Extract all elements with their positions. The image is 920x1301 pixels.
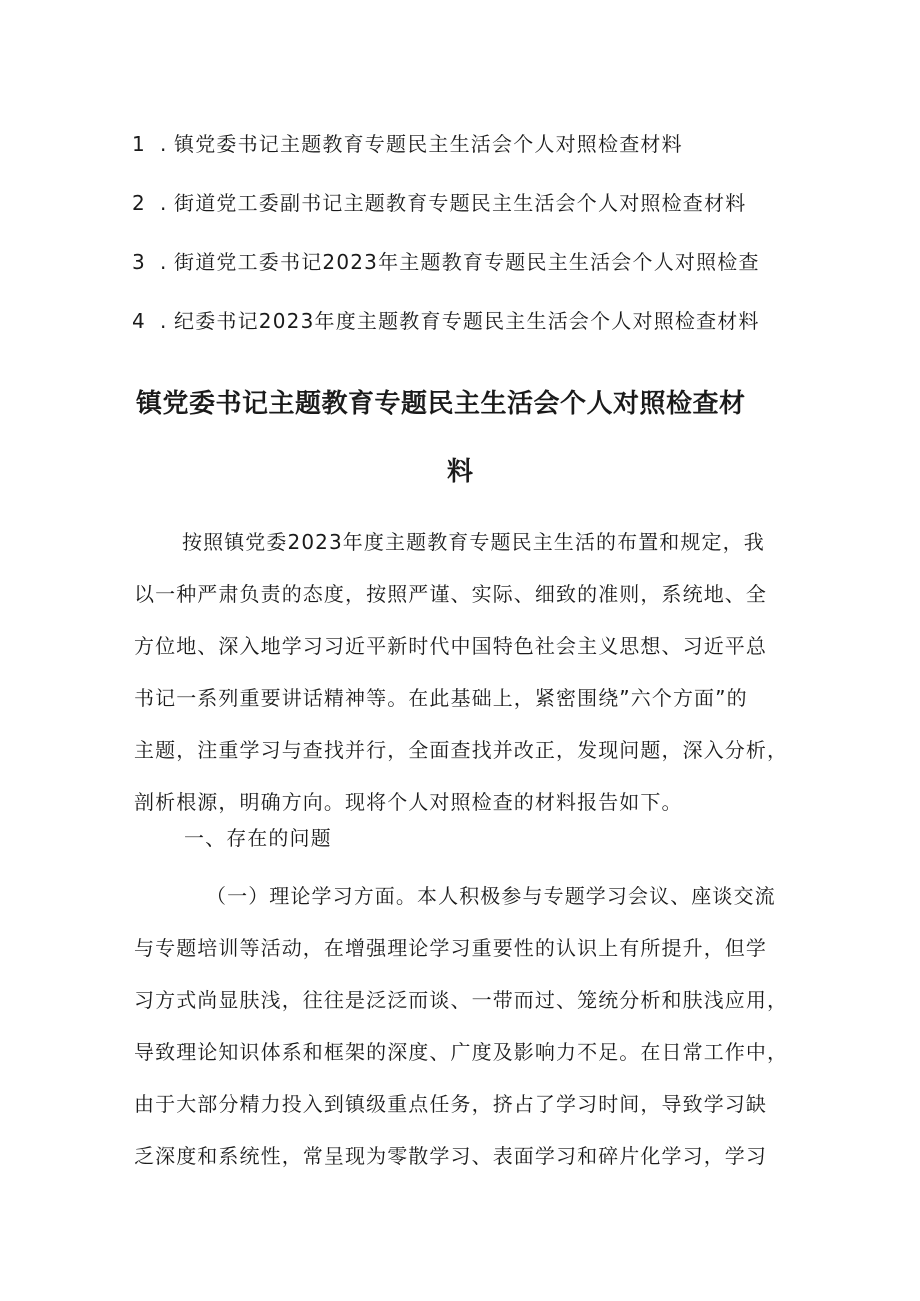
document-title-line-1: 镇党委书记主题教育专题民主生活会个人对照检查材: [136, 389, 746, 419]
toc-item-number: 1: [132, 132, 146, 156]
toc-item-number: 4: [132, 309, 146, 333]
toc-item-dot: .: [160, 309, 168, 333]
paragraph-line: 剖析根源，明确方向。现将个人对照检查的材料报告如下。: [134, 790, 683, 814]
toc-item-number: 2: [132, 191, 146, 215]
paragraph-line: 导致理论知识体系和框架的深度、广度及影响力不足。在日常工作中，: [134, 1040, 789, 1064]
paragraph-line: （一）理论学习方面。本人积极参与专题学习会议、座谈交流: [206, 884, 776, 908]
toc-item-title: 镇党委书记主题教育专题民主生活会个人对照检查材料: [174, 132, 683, 156]
intro-paragraph: [134, 516, 794, 828]
toc-item-1[interactable]: [132, 126, 832, 185]
toc-item-title: 街道党工委书记2023年主题教育专题民主生活会个人对照检查: [174, 250, 760, 274]
paragraph-line: 与专题培训等活动，在增强理论学习重要性的认识上有所提升，但学: [134, 936, 767, 960]
paragraph-line: 方位地、深入地学习习近平新时代中国特色社会主义思想、习近平总: [134, 634, 767, 658]
toc-item-2[interactable]: [132, 185, 832, 244]
document-title-line-2: 料: [446, 457, 473, 487]
section-heading: 一、存在的问题: [184, 826, 332, 850]
paragraph-line: 书记一系列重要讲话精神等。在此基础上，紧密围绕”六个方面”的: [134, 686, 748, 710]
paragraph-line: 主题，注重学习与查找并行，全面查找并改正，发现问题，深入分析，: [134, 738, 789, 762]
theory-study-paragraph: [134, 870, 794, 1182]
toc-item-title: 街道党工委副书记主题教育专题民主生活会个人对照检查材料: [174, 191, 747, 215]
paragraph-line: 按照镇党委2023年度主题教育专题民主生活的布置和规定，我: [182, 530, 765, 554]
toc-item-number: 3: [132, 250, 146, 274]
paragraph-line: 乏深度和系统性，常呈现为零散学习、表面学习和碎片化学习，学习: [134, 1144, 767, 1168]
toc-item-4[interactable]: [132, 303, 832, 362]
toc-item-dot: .: [160, 132, 168, 156]
toc-item-3[interactable]: [132, 244, 832, 303]
paragraph-line: 由于大部分精力投入到镇级重点任务，挤占了学习时间，导致学习缺: [134, 1092, 767, 1116]
paragraph-line: 习方式尚显肤浅，往往是泛泛而谈、一带而过、笼统分析和肤浅应用，: [134, 988, 789, 1012]
toc-item-dot: .: [160, 250, 168, 274]
toc-item-title: 纪委书记2023年度主题教育专题民主生活会个人对照检查材料: [174, 309, 760, 333]
toc-item-dot: .: [160, 191, 168, 215]
paragraph-line: 以一种严肃负责的态度，按照严谨、实际、细致的准则，系统地、全: [134, 582, 767, 606]
table-of-contents: [132, 126, 832, 362]
